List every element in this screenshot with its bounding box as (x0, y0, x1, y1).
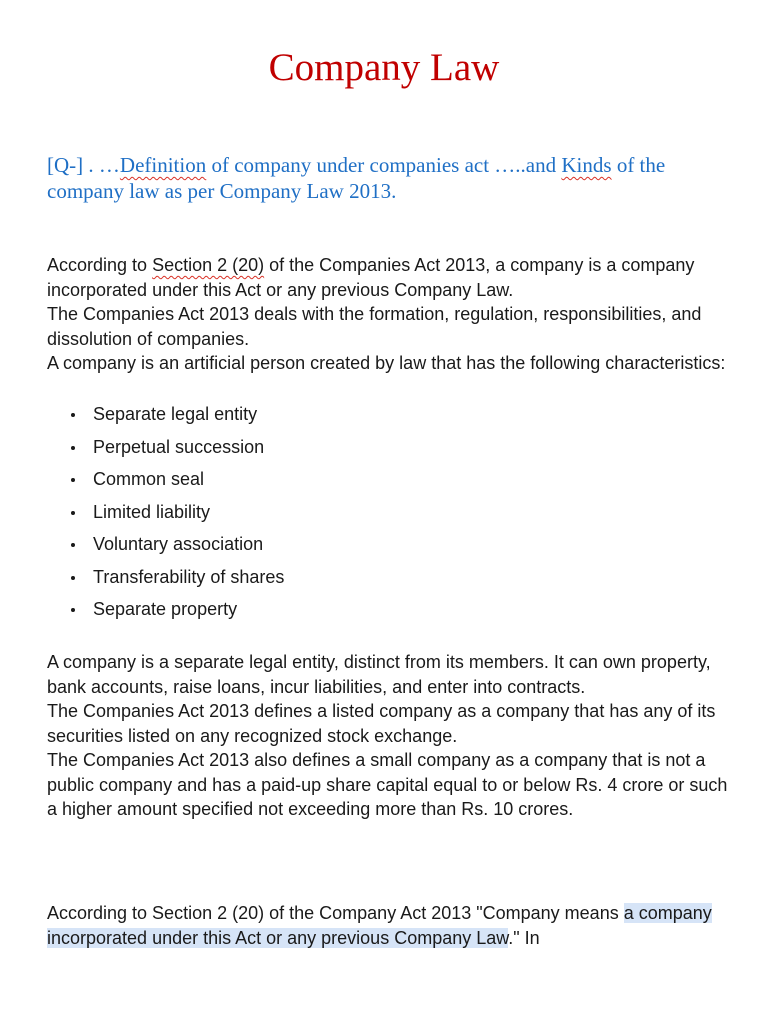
list-item: Separate property (47, 597, 284, 630)
characteristics-list (47, 402, 284, 630)
question-heading (47, 152, 737, 204)
list-item: Limited liability (47, 500, 284, 533)
list-item: Voluntary association (47, 532, 284, 565)
closing-section (47, 901, 737, 950)
intro-paragraph-3: A company is an artificial person created by law that has the following characteristics: (47, 353, 726, 373)
closing-paragraph (47, 901, 737, 950)
body-paragraph-3: The Companies Act 2013 also defines a small company as a company that is not a public company and has a paid-up share capital equal to or below Rs. 4 crore or such a higher amount specified not exceeding more than Rs. 10 crores. (47, 750, 728, 819)
bullet-icon (71, 576, 75, 580)
body-section (47, 650, 737, 822)
intro-paragraph-2: The Companies Act 2013 deals with the formation, regulation, responsibilities, and dissolution of companies. (47, 304, 702, 349)
intro-p1-after: of the Companies Act 2013, a company is a company incorporated under this Act or any previous Company Law. (47, 255, 695, 300)
term-definition: Definition (119, 153, 207, 177)
list-item: Perpetual succession (47, 435, 284, 468)
question-prefix: [Q-] . … (47, 153, 120, 177)
intro-p1-before: According to (47, 255, 153, 275)
body-paragraph-1: A company is a separate legal entity, distinct from its members. It can own property, bank accounts, raise loans, incur liabilities, and enter into contracts. (47, 652, 711, 697)
body-paragraph-2: The Companies Act 2013 defines a listed company as a company that has any of its securities listed on any recognized stock exchange. (47, 701, 716, 746)
bullet-icon (71, 446, 75, 450)
question-middle: of company under companies act …..and (206, 153, 562, 177)
bullet-icon (71, 608, 75, 612)
term-kinds: Kinds (561, 153, 612, 177)
page-title: Company Law (268, 46, 500, 89)
section-reference: Section 2 (20) (152, 255, 265, 275)
bullet-icon (71, 478, 75, 482)
question-suffix: of the company law as per Company Law 2013. (47, 153, 666, 203)
closing-before: According to Section 2 (20) of the Company Act 2013 "Company means (47, 903, 624, 923)
intro-paragraph-1 (47, 253, 737, 302)
list-item: Common seal (47, 467, 284, 500)
highlighted-text[interactable]: a company incorporated under this Act or any previous Company Law (47, 903, 712, 948)
list-item: Transferability of shares (47, 565, 284, 598)
bullet-icon (71, 543, 75, 547)
bullet-icon (71, 511, 75, 515)
bullet-icon (71, 413, 75, 417)
intro-section (47, 253, 737, 376)
list-item: Separate legal entity (47, 402, 284, 435)
closing-after: ." In (508, 927, 540, 948)
